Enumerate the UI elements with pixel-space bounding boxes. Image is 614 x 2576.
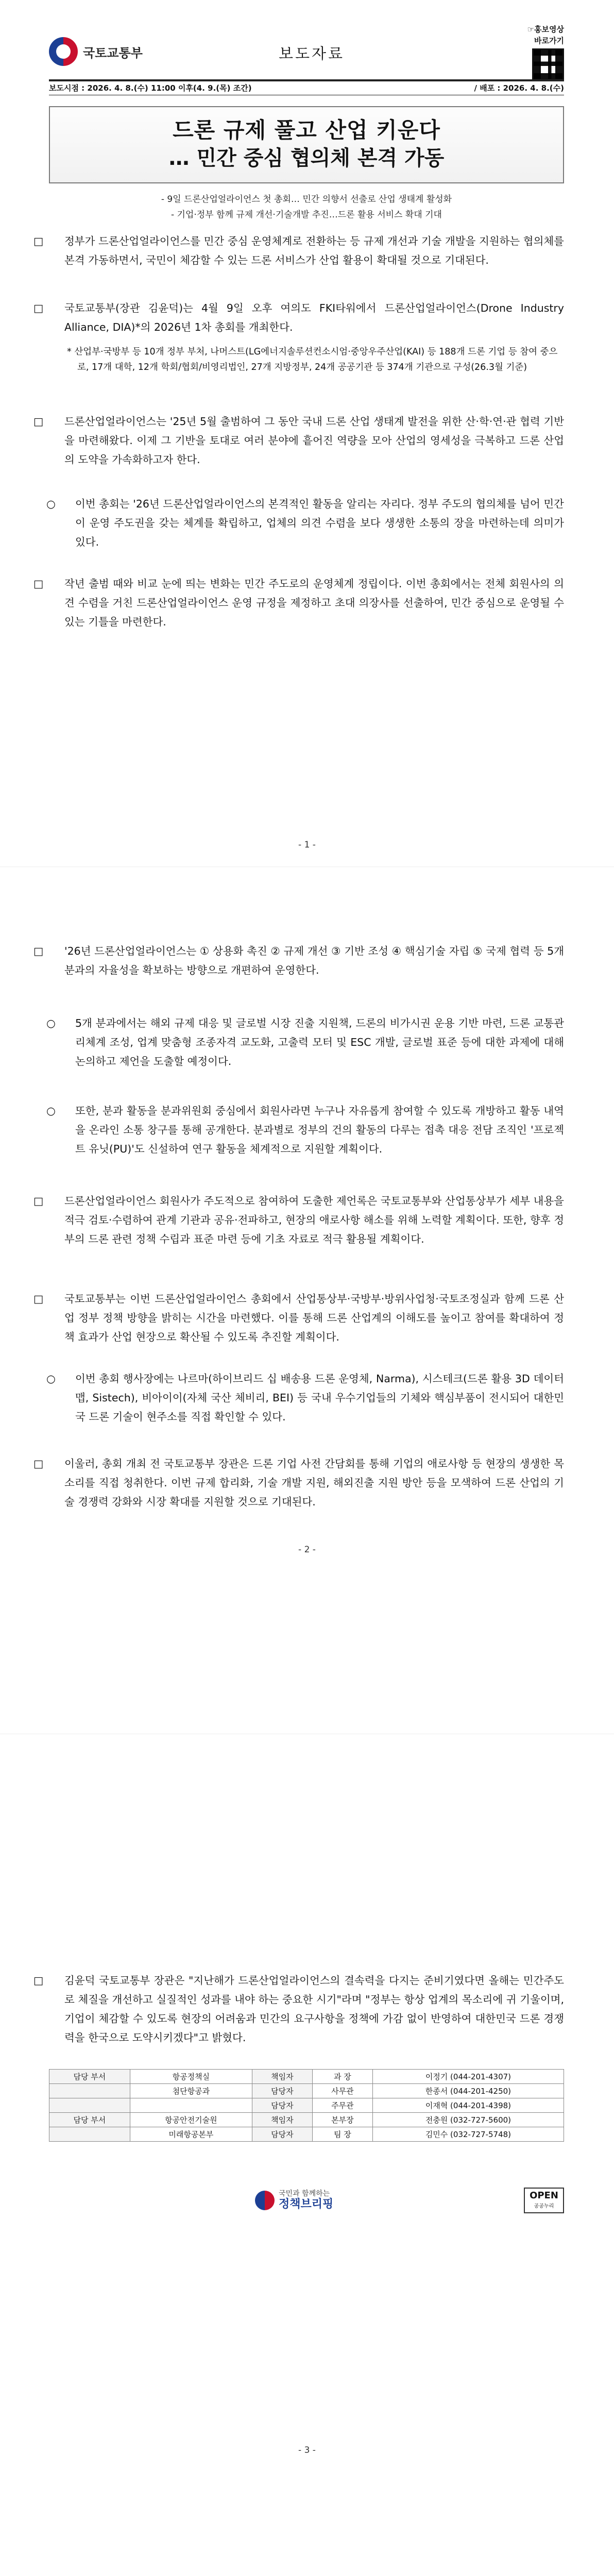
promo-video-link[interactable] (487, 24, 564, 83)
summary-line-2: - 기업·정부 함께 규제 개선·기술개발 추진…드론 활용 서비스 확대 기대 (171, 210, 442, 220)
contact-cell (49, 2084, 130, 2098)
qr-line-2: 바로가기 (534, 36, 564, 45)
contact-cell: 첨단항공과 (130, 2084, 252, 2098)
paragraph-6-sub: ○ 또한, 분과 활동을 분과위원회 중심에서 회원사라면 누구나 자유롭게 참여할 수 있도록 개방하고 활동 내역을 온라인 소통 창구를 통해 공개한다. 분과별로 정부의 건의 활동의 다루는 접촉 대응 전담 조직인 '프로젝트 유닛(PU)'도 신설하여 연구 활동을 체계적으로 지원할 계획이다. (46, 1105, 564, 1155)
contact-row (49, 2084, 564, 2098)
paragraph-3-sub: ○ 이번 총회는 '26년 드론산업얼라이언스의 본격적인 활동을 알리는 자리다. 정부 주도의 협의체를 넘어 민간이 운영 주도권을 갖는 체계를 확립하고, 업체의 의견 수렴을 보다 생생한 소통의 장을 마련하는데 의미가 있다. (46, 498, 564, 548)
contact-cell: 항공정책실 (130, 2070, 252, 2084)
page-number: - 3 - (298, 2445, 316, 2455)
contact-cell: 책임자 (252, 2113, 312, 2127)
paragraph-8-sub: ○ 이번 총회 행사장에는 나르마(하이브리드 십 배송용 드론 운영체, Narma), 시스테크(드론 활용 3D 데이터맵, Sistech), 비아이이(자체 국산 체비리, BEI) 등 국내 우수기업들의 기체와 핵심부품이 전시되어 대한민국 드론 기술이 현주소를 직접 확인할 수 있다. (46, 1372, 564, 1423)
contact-cell: 한종서 (044-201-4250) (372, 2084, 564, 2098)
subheadline: … 민간 중심 협의체 본격 가동 (168, 146, 445, 170)
paragraph-8: □ 국토교통부는 이번 드론산업얼라이언스 총회에서 산업통상부·국방부·방위사업청·국토조정실과 함께 드론 산업 정부 정책 방향을 밝히는 시간을 마련했다. 이를 통해 드론 산업계의 이해도를 높이고 참여를 확대하여 정책 효과가 산업 현장으로 확산될 수 있도록 추진할 계획이다. (33, 1293, 564, 1343)
contact-row (49, 2098, 564, 2113)
page-1 (0, 0, 614, 867)
ministry-logo (49, 37, 143, 66)
release-date: / 배포 : 2026. 4. 8.(수) (474, 83, 564, 93)
taegeuk-icon (255, 2191, 275, 2210)
open-label: OPEN (530, 2190, 558, 2201)
contact-cell: 사무관 (312, 2084, 372, 2098)
paragraph-7: □ 드론산업얼라이언스 회원사가 주도적으로 참여하여 도출한 제언록은 국토교통부와 산업통상부가 세부 내용을 적극 검토·수렴하여 관계 기관과 공유·전파하고, 현장의 애로사항 해소를 위해 노력할 계획이다. 또한, 향후 정부의 드론 관련 정책 수립과 표준 마련 등에 기초 자료로 적극 활용될 계획이다. (33, 1195, 564, 1245)
doc-type-label: 보도자료 (278, 45, 345, 62)
contact-cell: 담당 부서 (49, 2070, 130, 2084)
contact-cell: 주무관 (312, 2098, 372, 2113)
taegeuk-icon (49, 37, 78, 66)
paragraph-9: □ 이울러, 총회 개최 전 국토교통부 장관은 드론 기업 사전 간담회를 통해 기업의 애로사항 등 현장의 생생한 목소리를 직접 청취한다. 이번 규제 합리화, 기술 개발 지원, 해외진출 지원 방안 등을 모색하여 드론 산업의 기술 경쟁력 강화와 시장 확대를 지원할 것으로 기대된다. (33, 1458, 564, 1508)
contact-cell: 담당자 (252, 2127, 312, 2142)
contact-cell: 미래항공본부 (130, 2127, 252, 2142)
paragraph-2: □ 국토교통부(장관 김윤덕)는 4월 9일 오후 여의도 FKI타워에서 드론산업얼라이언스(Drone Industry Alliance, DIA)*의 2026년 1차 총회를 개최한다. (33, 302, 564, 333)
contact-cell: 팀 장 (312, 2127, 372, 2142)
contact-row (49, 2113, 564, 2127)
open-license-logo (524, 2188, 564, 2213)
header-rule (49, 79, 564, 81)
paragraph-10: □ 김윤덕 국토교통부 장관은 "지난해가 드론산업얼라이언스의 결속력을 다지는 준비기였다면 올해는 민간주도로 체질을 개선하고 실질적인 성과를 내야 하는 중요한 시기"라며 "정부는 항상 업계의 목소리에 귀 기울이며, 기업이 체감할 수 있도록 현장의 어려움과 민간의 요구사항을 정책에 가감 없이 반영하여 대한민국 드론 경쟁력을 한국으로 도약시키겠다"고 밝혔다. (33, 1974, 564, 2044)
summary-line-1: - 9일 드론산업얼라이언스 첫 총회… 민간 의향서 선출로 산업 생태계 활성화 (161, 194, 452, 205)
contact-cell (130, 2098, 252, 2113)
contact-row (49, 2070, 564, 2084)
policy-briefing-logo (255, 2190, 333, 2211)
page-2 (0, 867, 614, 1734)
contact-table (49, 2069, 564, 2142)
paragraph-3: □ 드론산업얼라이언스는 '25년 5월 출범하여 그 동안 국내 드론 산업 생태계 발전을 위한 산·학·연·관 협력 기반을 마련해왔다. 이제 그 기반을 토대로 여러 분야에 흩어진 역량을 모아 산업의 영세성을 극복하고 드론 산업의 도약을 가속화하고자 한다. (33, 415, 564, 466)
report-time: 보도시점 : 2026. 4. 8.(수) 11:00 이후(4. 9.(목) 조간) (49, 83, 252, 93)
title-box (49, 106, 564, 183)
contact-cell (49, 2127, 130, 2142)
contact-cell: 담당 부서 (49, 2113, 130, 2127)
contact-cell: 김민수 (032-727-5748) (372, 2127, 564, 2142)
contact-cell (49, 2098, 130, 2113)
qr-line-1: ☞홍보영상 (527, 25, 564, 34)
summary (49, 192, 564, 223)
paragraph-5-sub: ○ 5개 분과에서는 해외 규제 대응 및 글로벌 시장 진출 지원책, 드론의 비가시권 운용 기반 마련, 드론 교통관리체계 조성, 업계 맞춤형 조종자격 교도화, 고출력 모터 및 ESC 개발, 글로벌 표준 등에 대한 과제에 대해 논의하고 제언을 도출할 예정이다. (46, 1017, 564, 1067)
contact-cell: 과 장 (312, 2070, 372, 2084)
open-sub-label: 공공누리 (534, 2204, 554, 2209)
paragraph-4: □ 작년 출범 때와 비교 눈에 띄는 변화는 민간 주도로의 운영체계 정립이다. 이번 총회에서는 전체 회원사의 의견 수렴을 거친 드론산업얼라이언스 운영 규정을 제정하고 초대 의장사를 선출하여, 민간 중심으로 운영될 수 있는 기틀을 마련한다. (33, 578, 564, 628)
contact-cell: 본부장 (312, 2113, 372, 2127)
contact-cell: 전충원 (032-727-5600) (372, 2113, 564, 2127)
press-header (49, 19, 564, 79)
paragraph-1: □ 정부가 드론산업얼라이언스를 민간 중심 운영체계로 전환하는 등 규제 개선과 기술 개발을 지원하는 협의체를 본격 가동하면서, 국민이 체감할 수 있는 드론 서비스가 산업 활용이 확대될 것으로 기대된다. (33, 235, 564, 266)
qr-code-icon[interactable] (532, 48, 564, 80)
contact-cell: 책임자 (252, 2070, 312, 2084)
brand-name: 정책브리핑 (279, 2198, 334, 2211)
contact-cell: 담당자 (252, 2084, 312, 2098)
contact-cell: 이정기 (044-201-4307) (372, 2070, 564, 2084)
contact-cell: 항공안전기술원 (130, 2113, 252, 2127)
page-number: - 1 - (298, 840, 316, 850)
brand-tagline: 국민과 함께하는 (279, 2190, 330, 2198)
contact-cell: 이재혁 (044-201-4398) (372, 2098, 564, 2113)
ministry-name: 국토교통부 (83, 45, 143, 60)
page-number: - 2 - (298, 1545, 316, 1555)
contact-row (49, 2127, 564, 2142)
note-alliance-members: * 산업부·국방부 등 10개 정부 부처, 나머스트(LG에너지솔루션컨소시엄·중앙우주산업(KAI) 등 188개 드론 기업 등 참여 중으로, 17개 대학, 12개 학회/협회/비영리법인, 27개 지방정부, 24개 공공기관 등 374개 기관으로 구성(26.3월 기준) (67, 347, 558, 372)
paragraph-5: □ '26년 드론산업얼라이언스는 ① 상용화 촉진 ② 규제 개선 ③ 기반 조성 ④ 핵심기술 자립 ⑤ 국제 협력 등 5개 분과의 자율성을 확보하는 방향으로 개편하여 운영한다. (33, 945, 564, 976)
brand-row (49, 2188, 564, 2218)
headline: 드론 규제 풀고 산업 키운다 (173, 117, 440, 143)
report-date-line (49, 82, 564, 93)
contact-cell: 담당자 (252, 2098, 312, 2113)
page-3 (0, 1734, 614, 2576)
